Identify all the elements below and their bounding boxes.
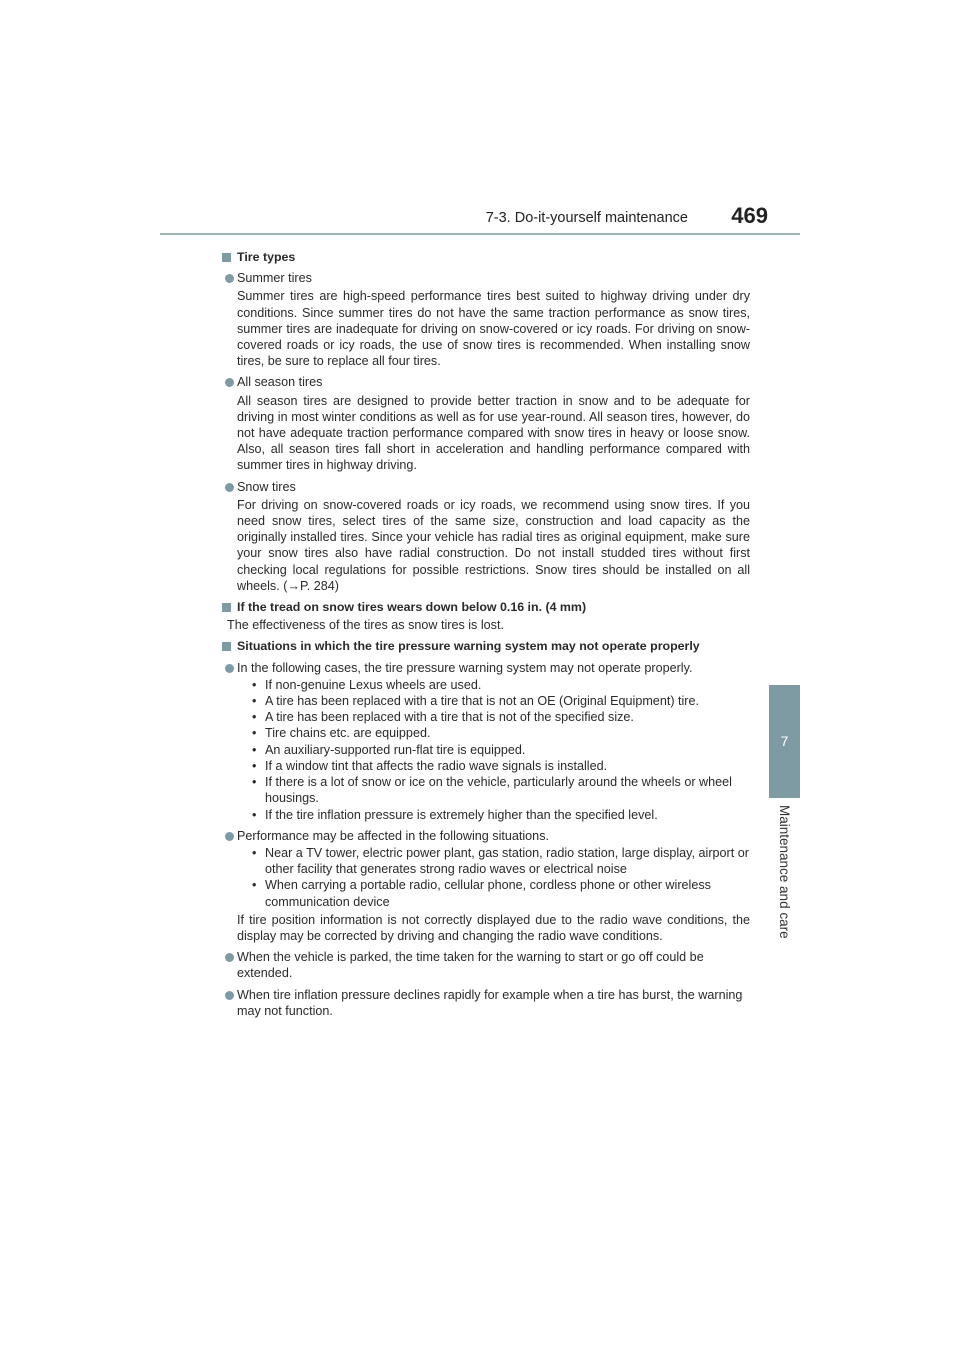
list-item: • An auxiliary-supported run-flat tire is equipped. — [252, 742, 526, 757]
square-bullet-icon — [222, 603, 231, 612]
bullet-parked-warning: When the vehicle is parked, the time taken for the warning to start or go off could be extended. — [222, 949, 750, 981]
round-bullet-icon — [225, 664, 234, 673]
list-item: • When carrying a portable radio, cellular phone, cordless phone or other wireless communication device — [252, 878, 711, 909]
tpws-cases-list — [222, 677, 750, 823]
chapter-tab — [769, 685, 800, 798]
chapter-side-label — [770, 805, 798, 955]
snow-tires-text: For driving on snow-covered roads or icy roads, we recommend using snow tires. If you need snow tires, select tires of the same size, construction and load capacity as the originally installed tires. Since your vehicle has radial tires as original equipment, make sure your snow tires also have radial construction. Do not install studded tires without first checking local regulations for possible restrictions. Snow tires should be installed on all wheels. (→P. 284) — [237, 497, 750, 593]
tire-position-note: If tire position information is not correctly displayed due to the radio wave conditions, the display may be corrected by driving and changing the radio wave conditions. — [237, 912, 750, 943]
bullet-summer-tires: Summer tires — [222, 270, 750, 286]
bullet-rapid-pressure-loss: When tire inflation pressure declines rapidly for example when a tire has burst, the warning may not function. — [222, 987, 750, 1019]
header-divider — [160, 233, 800, 235]
list-item: • If a window tint that affects the radio wave signals is installed. — [252, 758, 608, 773]
bullet-snow-tires: Snow tires — [222, 479, 750, 495]
list-item: • If the tire inflation pressure is extremely higher than the specified level. — [252, 807, 658, 822]
tpws-situations-list — [222, 845, 750, 910]
list-item: • Near a TV tower, electric power plant, gas station, radio station, large display, airport or other facility that generates strong radio waves or electrical noise — [252, 845, 749, 877]
page-header — [455, 203, 800, 233]
list-item: • If there is a lot of snow or ice on the vehicle, particularly around the wheels or wheel housings. — [252, 775, 732, 806]
list-item: • A tire has been replaced with a tire that is not of the specified size. — [252, 710, 634, 725]
square-bullet-icon — [222, 642, 231, 651]
chapter-number: 7 — [780, 733, 789, 749]
section-heading-tire-types: Tire types — [222, 249, 750, 265]
square-bullet-icon — [222, 253, 231, 262]
section-heading-tpws: Situations in which the tire pressure warning system may not operate properly — [222, 638, 750, 654]
page-number: 469 — [731, 203, 768, 228]
section-title: 7-3. Do-it-yourself maintenance — [485, 210, 688, 226]
all-season-tires-text: All season tires are designed to provide better traction in snow and to be adequate for driving in most winter conditions as well as for use year-round. All season tires, however, do not have adequate traction performance compared with snow tires in heavy or loose snow. Also, all season tires fall short in acceleration and handling performance compared with summer tires in highway driving. — [237, 393, 750, 473]
round-bullet-icon — [225, 274, 234, 283]
tread-text: The effectiveness of the tires as snow tires is lost. — [227, 618, 504, 633]
list-item: • A tire has been replaced with a tire that is not an OE (Original Equipment) tire. — [252, 694, 700, 709]
round-bullet-icon — [225, 991, 234, 1000]
round-bullet-icon — [225, 378, 234, 387]
bullet-tpws-cases: In the following cases, the tire pressure warning system may not operate properly. — [222, 660, 750, 676]
list-item: • If non-genuine Lexus wheels are used. — [252, 677, 482, 692]
round-bullet-icon — [225, 953, 234, 962]
round-bullet-icon — [225, 832, 234, 841]
chapter-title: Maintenance and care — [777, 805, 792, 939]
list-item: • Tire chains etc. are equipped. — [252, 726, 431, 741]
page-content — [222, 244, 750, 1019]
bullet-all-season-tires: All season tires — [222, 374, 750, 390]
round-bullet-icon — [225, 483, 234, 492]
section-heading-tread: If the tread on snow tires wears down below 0.16 in. (4 mm) — [222, 599, 750, 615]
summer-tires-text: Summer tires are high-speed performance tires best suited to highway driving under dry conditions. Since summer tires do not have the same traction performance as snow tires, summer tires are inadequate for driving on snow-covered or icy roads. For driving on snow-covered roads or icy roads, the use of snow tires is recommended. When installing snow tires, be sure to replace all four tires. — [237, 289, 750, 369]
bullet-tpws-situations: Performance may be affected in the following situations. — [222, 828, 750, 844]
